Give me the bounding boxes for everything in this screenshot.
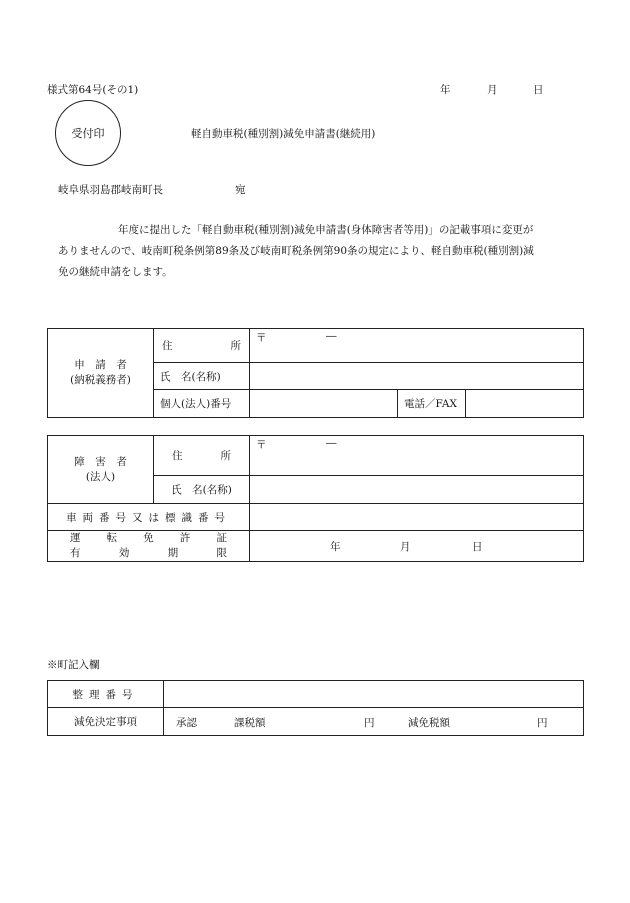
disabled-person-table	[47, 435, 584, 562]
tax-amount-label: 課税額	[234, 717, 266, 729]
office-use-heading: ※町記入欄	[47, 659, 100, 671]
applicant-address-field[interactable]	[250, 329, 584, 363]
postal-mark-2: 〒	[256, 439, 267, 451]
postal-dash-2: ―	[326, 437, 337, 449]
reception-stamp	[55, 100, 121, 166]
license-expiry-field[interactable]	[250, 531, 584, 562]
statement-line-2: ありませんので、岐南町税条例第89条及び岐南町税条例第90条の規定により、軽自動車税(種別割)減	[58, 245, 534, 257]
postal-mark: 〒	[256, 332, 267, 344]
approval-label: 承認	[176, 717, 197, 729]
date-month-label: 月	[487, 84, 498, 96]
date-day-label: 日	[533, 84, 544, 96]
document-title: 軽自動車税(種別割)減免申請書(継続用)	[191, 128, 376, 140]
disabled-name-label: 氏 名(名称)	[154, 476, 250, 504]
addressee-name: 岐阜県羽島郡岐南町長	[58, 184, 163, 196]
reference-number-label: 整理番号	[48, 681, 164, 708]
statement-line-1: 年度に提出した「軽自動車税(種別割)減免申請書(身体障害者等用)」の記載事項に変更が	[118, 224, 534, 236]
disabled-address-field[interactable]	[250, 436, 584, 476]
applicant-phone-label: 電話／FAX	[398, 390, 466, 418]
exemption-decision-field[interactable]	[164, 708, 584, 736]
vehicle-number-label: 車両番号又は標識番号	[48, 504, 250, 531]
taxpayer-label: (納税義務者)	[70, 374, 131, 386]
applicant-id-field[interactable]	[250, 390, 398, 418]
expiry-day-label: 日	[472, 541, 483, 553]
date-year-label: 年	[440, 84, 451, 96]
applicant-table	[47, 328, 584, 418]
applicant-name-field[interactable]	[250, 363, 584, 390]
form-number: 様式第64号(その1)	[47, 84, 139, 96]
exemption-decision-label: 減免決定事項	[48, 708, 164, 736]
tax-amount-yen: 円	[364, 717, 375, 729]
applicant-name-label: 氏 名(名称)	[154, 363, 250, 390]
applicant-phone-field[interactable]	[466, 390, 584, 418]
statement-line-3: 免の継続申請をします。	[58, 266, 173, 278]
application-statement	[58, 220, 586, 283]
reference-number-field[interactable]	[164, 681, 584, 708]
addressee-suffix: 宛	[235, 184, 246, 196]
reception-stamp-label: 受付印	[71, 127, 105, 140]
disabled-name-field[interactable]	[250, 476, 584, 504]
expiry-month-label: 月	[400, 541, 411, 553]
disabled-address-label: 住 所	[154, 436, 250, 476]
exempt-amount-label: 減免税額	[408, 717, 450, 729]
applicant-label: 申 請 者	[74, 359, 127, 371]
vehicle-number-field[interactable]	[250, 504, 584, 531]
corporation-label: (法人)	[85, 470, 116, 483]
applicant-group-label	[48, 329, 154, 418]
license-label-row2: 有 効 期 限	[70, 547, 227, 559]
applicant-id-label: 個人(法人)番号	[154, 390, 250, 418]
license-expiry-label	[48, 531, 250, 562]
exempt-amount-yen: 円	[537, 717, 548, 729]
disabled-group-label	[48, 436, 154, 504]
office-use-table	[47, 680, 584, 736]
disabled-person-label: 障 害 者	[74, 455, 127, 468]
license-label-row1: 運 転 免 許 証	[70, 532, 227, 544]
expiry-year-label: 年	[330, 541, 341, 553]
postal-dash: ―	[326, 330, 337, 342]
applicant-address-label: 住 所	[154, 329, 250, 363]
